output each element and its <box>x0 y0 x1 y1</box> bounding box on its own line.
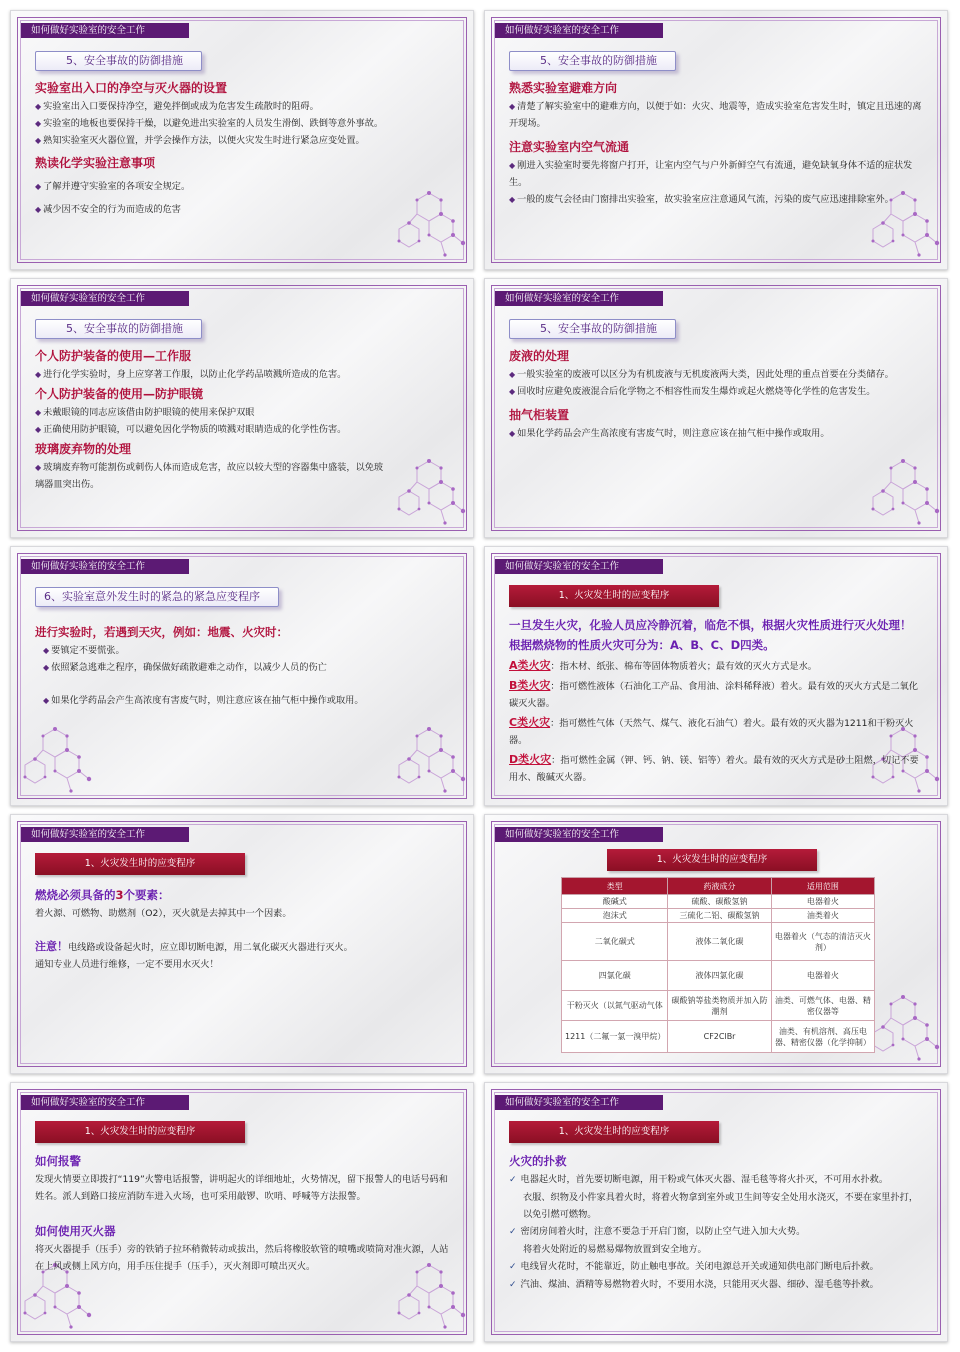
table-cell: CF2ClBr <box>668 1021 771 1053</box>
bullet: ◆ 依照紧急逃难之程序，确保做好疏散避难之动作，以减少人员的伤亡 <box>35 659 449 676</box>
extinguisher-table-wrap <box>561 877 875 1053</box>
slide-4 <box>484 278 948 538</box>
section-title: 5、安全事故的防御措施 <box>509 51 676 71</box>
note-text: 电线路或设备起火时，应立即切断电源，用二氧化碳灭火器进行灭火。 <box>68 942 353 953</box>
heading: 实验室出入口的净空与灭火器的设置 <box>35 81 228 95</box>
section-title: 1、火灾发生时的应变程序 <box>509 585 719 607</box>
slide-body <box>509 347 923 442</box>
molecule-decoration-icon <box>863 987 943 1067</box>
heading: 进行实验时，若遇到天灾，例如：地震、火灾时： <box>35 625 288 639</box>
bullet: ◆ 清楚了解实验室中的避难方向，以便于如：火灾、地震等，造成实验室危害发生时，镇定且迅速的离开现场。 <box>509 98 923 132</box>
heading: 个人防护装备的使用—工作服 <box>35 349 192 363</box>
heading: 如何报警 <box>35 1154 81 1168</box>
slide-body <box>509 79 923 208</box>
section-title: 1、火灾发生时的应变程序 <box>607 849 817 871</box>
fire-class-c-label: C类火灾 <box>509 716 551 729</box>
heading: 熟读化学实验注意事项 <box>35 156 156 170</box>
slide-header: 如何做好实验室的安全工作 <box>495 559 663 574</box>
table-cell: 液体二氧化碳 <box>668 923 771 961</box>
heading-part: 个要素： <box>123 888 170 902</box>
slide-2 <box>484 10 948 270</box>
bullet: ◆ 一般实验室的废液可以区分为有机废液与无机废液两大类，因此处理的重点首要在分类储存。 <box>509 366 923 383</box>
molecule-decoration-icon <box>863 451 943 531</box>
table-cell: 四氯化碳 <box>562 961 668 991</box>
table-cell: 油类、有机溶剂、高压电器、精密仪器（化学抑制） <box>771 1021 874 1053</box>
slide-header: 如何做好实验室的安全工作 <box>21 291 189 306</box>
table-header: 类型 <box>562 878 668 895</box>
heading-part: 燃烧必须具备的 <box>35 888 116 902</box>
checklist-item: ✓ 电器起火时，首先要切断电源，用干粉或气体灭火器、湿毛毯等将火扑灭，不可用水扑救。 <box>509 1171 923 1189</box>
section-title: 5、安全事故的防御措施 <box>35 319 202 339</box>
paragraph: 通知专业人员进行维修，一定不要用水灭火！ <box>35 959 219 970</box>
table-cell: 硫酸、碳酸氢钠 <box>668 895 771 909</box>
table-header: 药液成分 <box>668 878 771 895</box>
section-title: 1、火灾发生时的应变程序 <box>35 1121 245 1143</box>
table-cell: 电器着火 <box>771 961 874 991</box>
bullet: ◆ 如果化学药品会产生高浓度有害废气时，则注意应该在抽气柜中操作或取用。 <box>35 692 449 709</box>
paragraph: 将灭火器提手（压手）旁的铁销子拉环稍微转动或拔出，然后将橡胶软管的喷嘴或喷筒对准火源，人站在上风或侧上风方向，用手压住提手（压手），灭火剂即可喷出灭火。 <box>35 1244 449 1272</box>
slide-header: 如何做好实验室的安全工作 <box>21 23 189 38</box>
fire-class-d <box>509 751 923 786</box>
section-title: 1、火灾发生时的应变程序 <box>509 1121 719 1143</box>
slide-9 <box>10 1082 474 1342</box>
bullet: ◆ 玻璃废弃物可能割伤或刺伤人体而造成危害，故应以较大型的容器集中盛装，以免玻璃器皿突出伤。 <box>35 459 449 493</box>
slide-header: 如何做好实验室的安全工作 <box>495 1095 663 1110</box>
bullet: ◆ 了解并遵守实验室的各项安全规定。 <box>35 178 449 195</box>
table-row <box>562 923 875 961</box>
heading: 废液的处理 <box>509 349 570 363</box>
fire-class-b-text: ：指可燃性液体（石油化工产品、食用油、涂料稀释液）着火。最有效的灭火方式是二氧化碳灭火器。 <box>509 681 918 709</box>
heading: 个人防护装备的使用—防护眼镜 <box>35 387 204 401</box>
table-cell: 电器着火 <box>771 895 874 909</box>
fire-class-b <box>509 677 923 712</box>
bullet: ◆ 刚进入实验室时要先将窗户打开，让室内空气与户外新鲜空气有流通，避免缺氧身体不适的症状发生。 <box>509 157 923 191</box>
note-label: 注意！ <box>35 940 68 953</box>
slide-body <box>509 1151 923 1294</box>
fire-class-d-label: D类火灾 <box>509 753 552 766</box>
table-cell: 1211（二氟一氯一溴甲烷） <box>562 1021 668 1053</box>
section-title: 6、实验室意外发生时的紧急的紧急应变程序 <box>35 587 279 607</box>
bullet: ◆ 进行化学实验时，身上应穿著工作服，以防止化学药品喷溅所造成的危害。 <box>35 366 449 383</box>
slide-header: 如何做好实验室的安全工作 <box>21 559 189 574</box>
section-title: 1、火灾发生时的应变程序 <box>35 853 245 875</box>
bullet: ◆ 一般的废气会径由门窗排出实验室，故实验室应注意通风气流，污染的废气应迅速排除室外。 <box>509 191 923 208</box>
molecule-decoration-icon <box>15 719 95 799</box>
slide-header: 如何做好实验室的安全工作 <box>21 827 189 842</box>
paragraph <box>35 938 449 956</box>
table-cell: 液体四氯化碳 <box>668 961 771 991</box>
heading: 如何使用灭火器 <box>35 1224 116 1238</box>
section-title: 5、安全事故的防御措施 <box>35 51 202 71</box>
table-cell: 三硫化二铝、碳酸氢钠 <box>668 909 771 923</box>
table-cell: 泡沫式 <box>562 909 668 923</box>
extinguisher-table <box>561 877 875 1053</box>
slide-7 <box>10 814 474 1074</box>
heading-number: 3 <box>115 888 124 902</box>
checklist-item: ✓ 汽油、煤油、酒精等易燃物着火时，不要用水浇，只能用灭火器、细砂、湿毛毯等扑救。 <box>509 1276 923 1294</box>
fire-class-a-label: A类火灾 <box>509 659 551 672</box>
table-cell: 酸碱式 <box>562 895 668 909</box>
heading: 火灾的扑救 <box>509 1154 567 1168</box>
table-row <box>562 895 875 909</box>
bullet: ◆ 如果化学药品会产生高浓度有害废气时，则注意应该在抽气柜中操作或取用。 <box>509 425 923 442</box>
heading: 注意实验室内空气流通 <box>509 140 630 154</box>
table-row <box>562 1021 875 1053</box>
section-title: 5、安全事故的防御措施 <box>509 319 676 339</box>
table-row <box>562 991 875 1021</box>
fire-class-c-text: ：指可燃性气体（天然气、煤气、液化石油气）着火。最有效的灭火器为1211和干粉灭火器。 <box>509 718 914 746</box>
slide-3 <box>10 278 474 538</box>
table-row <box>562 961 875 991</box>
table-cell: 油类、可燃气体、电器、精密仪器等 <box>771 991 874 1021</box>
slide-10 <box>484 1082 948 1342</box>
paragraph: 将着火处附近的易燃易爆物放置到安全地方。 <box>523 1244 707 1255</box>
heading: 熟悉实验室避难方向 <box>509 81 618 95</box>
fire-class-a-text: ：指木材、纸张、棉布等固体物质着火；最有效的灭火方式是水。 <box>550 661 817 672</box>
fire-class-c <box>509 714 923 749</box>
slide-body <box>35 885 449 973</box>
paragraph: 衣服、织物及小件家具着火时，将着火物拿到室外或卫生间等安全处用水浇灭，不要在家里扑打，以免引燃可燃物。 <box>523 1192 919 1220</box>
slide-header: 如何做好实验室的安全工作 <box>495 23 663 38</box>
bullet: ◆ 回收时应避免废液混合后化学物之不相容性而发生爆炸或起火燃烧等化学性的危害发生。 <box>509 383 923 400</box>
table-cell: 油类着火 <box>771 909 874 923</box>
paragraph: 发现火情要立即拨打“119”火警电话报警，讲明起火的详细地址，火势情况，留下报警人的电话号码和姓名。派人到路口接应消防车进入火场，也可采用敲锣、吹哨、呼喊等方法报警。 <box>35 1174 448 1202</box>
fire-class-a <box>509 657 923 675</box>
slide-1 <box>10 10 474 270</box>
bullet: ◆ 实验室出入口要保持净空，避免拌倒或成为危害发生疏散时的阻碍。 <box>35 98 449 115</box>
table-cell: 碳酸钠等盐类物质并加入防潮剂 <box>668 991 771 1021</box>
bullet: ◆ 要镇定不要慌张。 <box>35 642 449 659</box>
slide-8 <box>484 814 948 1074</box>
table-header: 适用范围 <box>771 878 874 895</box>
slide-body <box>35 347 449 493</box>
slide-5 <box>10 546 474 806</box>
bullet: ◆ 实验室的地板也要保持干燥，以避免进出实验室的人员发生滑倒、跌倒等意外事故。 <box>35 115 449 132</box>
bullet: ◆ 正确使用防护眼镜，可以避免因化学物质的喷溅对眼睛造成的化学性伤害。 <box>35 421 449 438</box>
table-cell: 二氧化碳式 <box>562 923 668 961</box>
fire-class-b-label: B类火灾 <box>509 679 551 692</box>
paragraph: 着火源、可燃物、助燃剂（O2），灭火就是去掉其中一个因素。 <box>35 908 292 919</box>
bullet: ◆ 未戴眼镜的同志应该借由防护眼镜的使用来保护双眼 <box>35 404 449 421</box>
slide-6 <box>484 546 948 806</box>
heading: 一旦发生火灾，化验人员应冷静沉着，临危不惧，根据火灾性质进行灭火处理！ <box>509 618 912 632</box>
heading <box>35 885 449 905</box>
slide-body <box>35 623 449 709</box>
slide-header: 如何做好实验室的安全工作 <box>21 1095 189 1110</box>
slide-header: 如何做好实验室的安全工作 <box>495 291 663 306</box>
fire-class-d-text: ：指可燃性金属（钾、钙、钠、镁、铝等）着火。最有效的灭火方式是砂土阻燃，切记不要用水、酸碱灭火器。 <box>509 755 919 783</box>
slide-body <box>35 79 449 218</box>
checklist-item: ✓ 密闭房间着火时，注意不要急于开启门窗，以防止空气进入加大火势。 <box>509 1223 923 1241</box>
bullet: ◆ 减少因不安全的行为而造成的危害 <box>35 201 449 218</box>
heading: 抽气柜装置 <box>509 408 570 422</box>
heading: 玻璃废弃物的处理 <box>35 442 132 456</box>
checklist-item: ✓ 电线冒火花时，不能靠近，防止触电事故。关闭电源总开关或通知供电部门断电后扑救。 <box>509 1258 923 1276</box>
slide-body <box>35 1151 449 1275</box>
heading: 根据燃烧物的性质火灾可分为：A、B、C、D四类。 <box>509 638 775 652</box>
table-cell: 电器着火（气态的清洁灭火剂） <box>771 923 874 961</box>
slide-body <box>509 615 923 786</box>
molecule-decoration-icon <box>389 719 469 799</box>
table-row <box>562 909 875 923</box>
bullet: ◆ 熟知实验室灭火器位置，并学会操作方法，以便火灾发生时进行紧急应变处置。 <box>35 132 449 149</box>
slide-header: 如何做好实验室的安全工作 <box>495 827 663 842</box>
table-cell: 干粉灭火（以氮气驱动气体 <box>562 991 668 1021</box>
